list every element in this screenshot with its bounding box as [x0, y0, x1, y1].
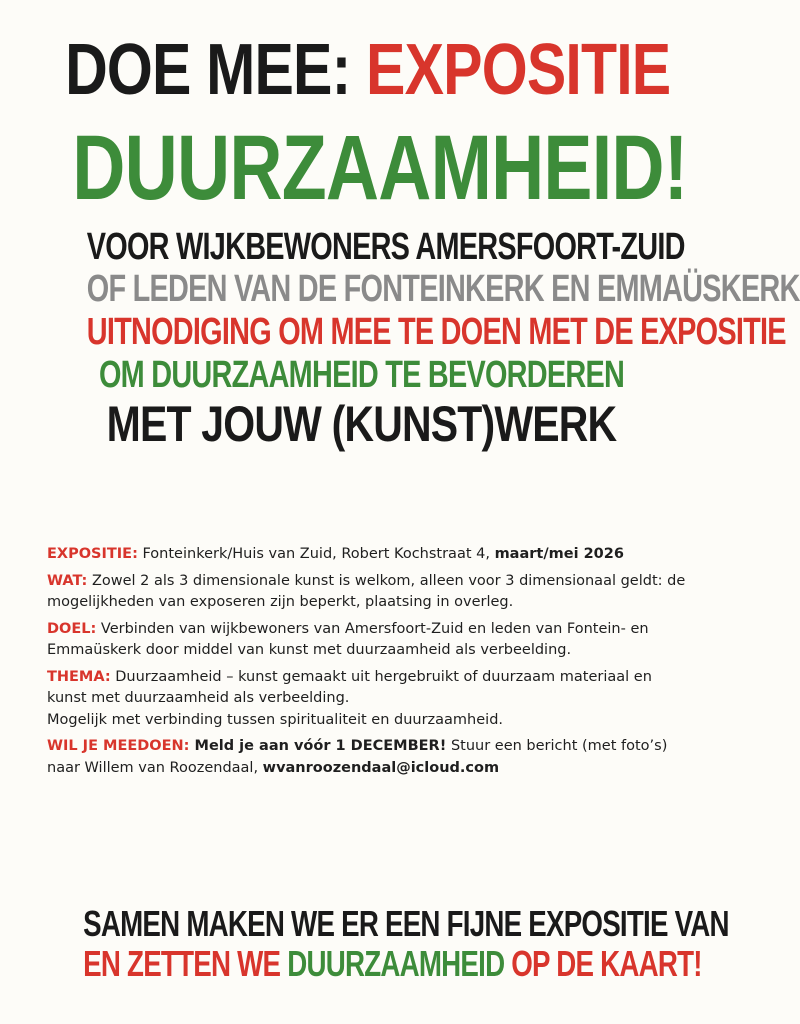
subheading-leden: OF LEDEN VAN DE FONTEINKERK EN EMMAÜSKERK: [86, 268, 800, 310]
thema-text: Duurzaamheid – kunst gemaakt uit hergebruikt of duurzaam materiaal en kunst met duurzaamheid als verbeelding.: [47, 668, 652, 706]
meedoen-label: WIL JE MEEDOEN:: [47, 738, 190, 754]
footer-zetten: EN ZETTEN WE: [83, 943, 288, 984]
headline-doe-mee: DOE MEE:: [65, 30, 367, 110]
subheading-kunstwerk: MET JOUW (KUNST)WERK: [106, 396, 617, 452]
doel-label: DOEL:: [47, 620, 97, 637]
info-wat: [47, 571, 687, 614]
footer-line-2: [83, 943, 702, 984]
info-meedoen: [47, 736, 687, 779]
meedoen-email: wvanroozendaal@icloud.com: [262, 759, 500, 776]
wat-label: WAT:: [47, 572, 88, 589]
info-expositie: [47, 544, 687, 566]
subheading-wijkbewoners: VOOR WIJKBEWONERS AMERSFOORT-ZUID: [86, 226, 685, 268]
expositie-location: Fonteinkerk/Huis van Zuid, Robert Kochstraat 4,: [137, 546, 495, 562]
doel-text: Verbinden van wijkbewoners van Amersfoort-Zuid en leden van Fontein- en Emmaüskerk door middel van kunst met duurzaamheid als verbeelding.: [47, 620, 649, 658]
expositie-label: EXPOSITIE:: [47, 546, 138, 562]
expositie-date: maart/mei 2026: [494, 546, 624, 562]
footer-line-1: SAMEN MAKEN WE ER EEN FIJNE EXPOSITIE VAN: [83, 903, 729, 944]
footer-kaart: OP DE KAART!: [504, 943, 702, 984]
subheading-uitnodiging: UITNODIGING OM MEE TE DOEN MET DE EXPOSITIE: [86, 311, 786, 353]
info-thema: [47, 667, 687, 732]
meedoen-text: Stuur een bericht (met foto’s) naar Willem van Roozendaal,: [47, 738, 668, 776]
thema-label: THEMA:: [47, 668, 111, 685]
headline-expositie: EXPOSITIE: [366, 30, 671, 110]
headline-duurzaamheid: DUURZAAMHEID!: [72, 117, 688, 219]
subheading-bevorderen: OM DUURZAAMHEID TE BEVORDEREN: [98, 354, 625, 396]
footer-duurzaamheid: DUURZAAMHEID: [287, 943, 505, 984]
meedoen-deadline: Meld je aan vóór 1 DECEMBER!: [189, 738, 447, 754]
thema-text-2: Mogelijk met verbinding tussen spiritualiteit en duurzaamheid.: [47, 711, 504, 728]
headline-line-1: [65, 30, 671, 110]
info-doel: [47, 619, 687, 662]
wat-text: Zowel 2 als 3 dimensionale kunst is welkom, alleen voor 3 dimensionaal geldt: de mogelijkheden van exposeren zijn beperkt, plaatsing in overleg.: [47, 572, 686, 610]
info-block: [47, 544, 687, 784]
